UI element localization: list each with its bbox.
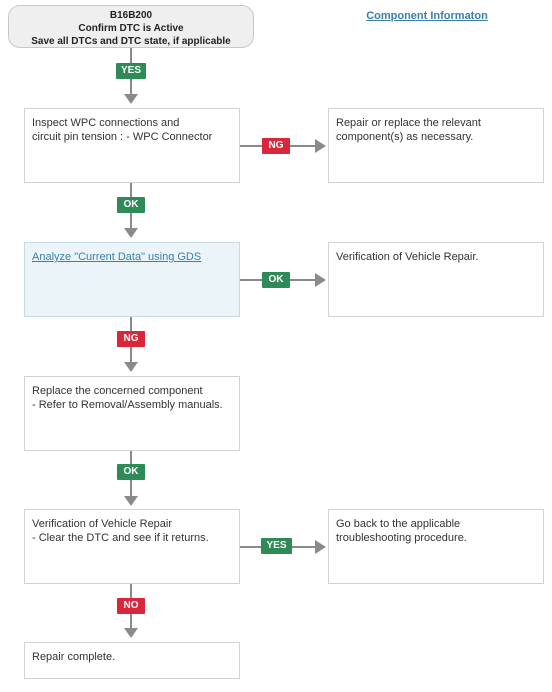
verification-clear-line-2: - Clear the DTC and see if it returns.: [32, 532, 209, 544]
ok-badge: OK: [117, 464, 145, 480]
inspect-connector-box: [24, 108, 240, 183]
verification-text: Verification of Vehicle Repair.: [336, 251, 479, 263]
arrow-down-icon: [124, 94, 138, 104]
arrow-down-icon: [124, 628, 138, 638]
arrow-down-icon: [124, 228, 138, 238]
go-back-box: [328, 509, 544, 584]
inspect-line-2: circuit pin tension : - WPC Connector: [32, 131, 213, 143]
ng-badge: NG: [262, 138, 290, 154]
analyze-current-data-link[interactable]: Analyze "Current Data" using GDS: [32, 251, 202, 263]
repair-replace-line-2: component(s) as necessary.: [336, 131, 474, 143]
start-node: [8, 5, 254, 48]
arrow-right-icon: [315, 273, 326, 287]
no-badge: NO: [117, 598, 145, 614]
repair-replace-box: [328, 108, 544, 183]
replace-component-box: [24, 376, 240, 451]
go-back-line-1: Go back to the applicable: [336, 518, 461, 530]
replace-line-2: - Refer to Removal/Assembly manuals.: [32, 399, 223, 411]
arrow-down-icon: [124, 496, 138, 506]
go-back-line-2: troubleshooting procedure.: [336, 532, 467, 544]
start-line-1: Confirm DTC is Active: [78, 23, 184, 34]
verification-clear-dtc-box: [24, 509, 240, 584]
yes-badge: YES: [116, 63, 146, 79]
verification-repair-box: [328, 242, 544, 317]
repair-complete-text: Repair complete.: [32, 651, 116, 663]
repair-complete-box: [24, 642, 240, 679]
yes-badge: YES: [261, 538, 292, 554]
arrow-right-icon: [315, 540, 326, 554]
dtc-code: B16B200: [109, 10, 153, 21]
ok-badge: OK: [262, 272, 290, 288]
analyze-data-box: [24, 242, 240, 317]
arrow-right-icon: [315, 139, 326, 153]
ng-badge: NG: [117, 331, 145, 347]
component-information-link[interactable]: Component Informaton: [366, 10, 488, 22]
arrow-down-icon: [124, 362, 138, 372]
ok-badge: OK: [117, 197, 145, 213]
verification-clear-line-1: Verification of Vehicle Repair: [32, 518, 173, 530]
repair-replace-line-1: Repair or replace the relevant: [336, 117, 481, 129]
inspect-line-1: Inspect WPC connections and: [32, 117, 180, 129]
start-line-2: Save all DTCs and DTC state, if applicable: [31, 36, 231, 47]
replace-line-1: Replace the concerned component: [32, 385, 203, 397]
